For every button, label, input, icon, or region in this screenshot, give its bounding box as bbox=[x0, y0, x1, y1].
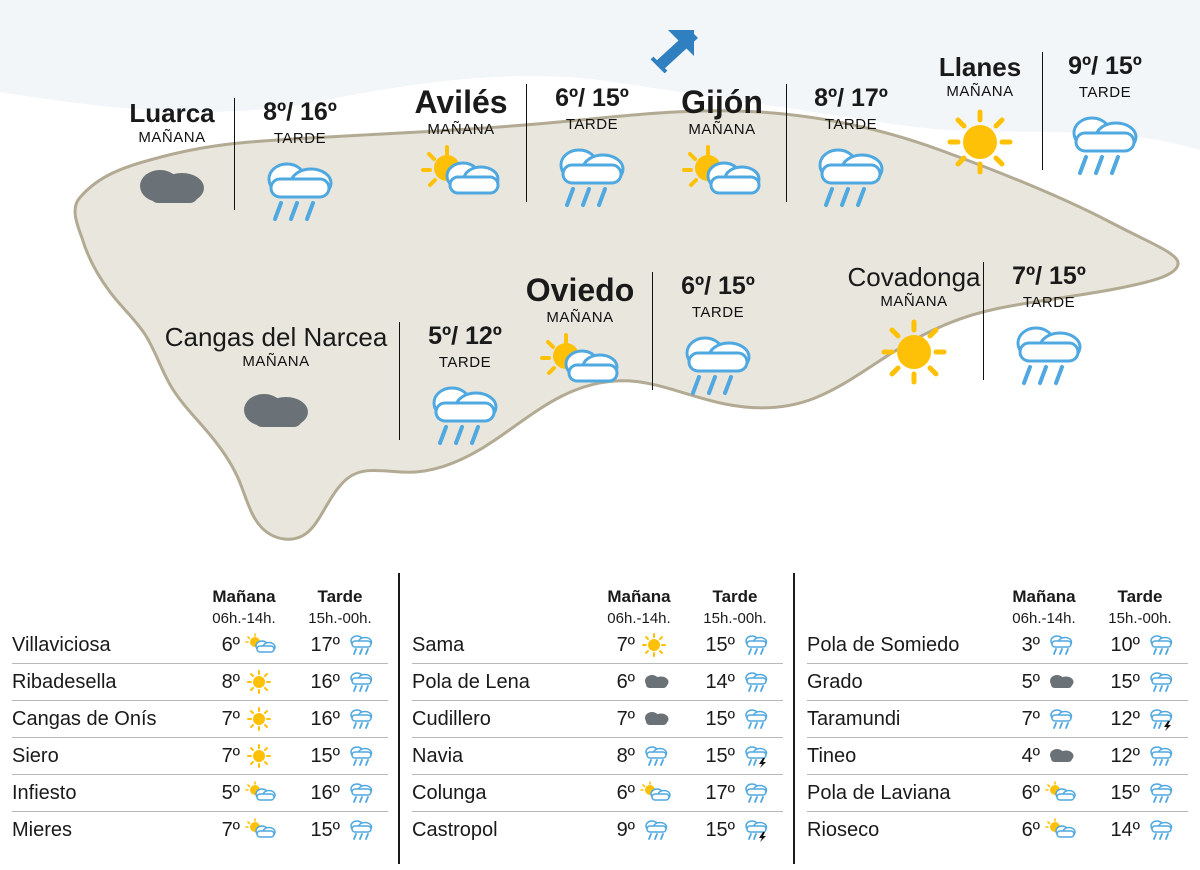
station-name: Cangas del Narcea bbox=[164, 322, 388, 352]
station-afternoon-label: TARDE bbox=[438, 354, 492, 371]
afternoon-temp: 16º bbox=[310, 781, 340, 804]
morning-temp: 4º bbox=[1021, 744, 1040, 767]
sun-cloud-small-icon bbox=[246, 627, 288, 664]
header-morning bbox=[196, 587, 292, 627]
morning-temp: 7º bbox=[221, 818, 240, 841]
rain-small-icon bbox=[346, 738, 388, 775]
city-name: Tineo bbox=[807, 744, 857, 767]
rain-small-icon bbox=[741, 627, 783, 664]
afternoon-temp: 15º bbox=[1110, 670, 1140, 693]
header-morning-hours: 06h.-14h. bbox=[607, 610, 671, 627]
cloud-small-icon bbox=[641, 701, 683, 738]
city-name: Mieres bbox=[12, 818, 73, 841]
icon-rain bbox=[257, 153, 343, 227]
header-afternoon-hours: 15h.-00h. bbox=[308, 610, 372, 627]
station-cangas-del-narcea bbox=[163, 322, 520, 451]
station-morning-label: MAÑANA bbox=[946, 83, 1014, 100]
afternoon-temp: 16º bbox=[310, 707, 340, 730]
city-name: Pola de Somiedo bbox=[807, 633, 960, 656]
station-covadonga bbox=[847, 262, 1104, 391]
table-row bbox=[12, 738, 388, 775]
header-afternoon bbox=[687, 587, 783, 627]
icon-sun bbox=[939, 106, 1021, 176]
station-afternoon-label: TARDE bbox=[565, 116, 619, 133]
afternoon-temp: 15º bbox=[1110, 781, 1140, 804]
morning-temp: 7º bbox=[1021, 707, 1040, 730]
header-morning-hours: 06h.-14h. bbox=[1012, 610, 1076, 627]
header-afternoon-label: Tarde bbox=[712, 587, 758, 606]
storm-small-icon bbox=[1146, 701, 1188, 738]
table-row bbox=[412, 627, 783, 664]
station-llanes bbox=[928, 52, 1157, 181]
header-afternoon-label: Tarde bbox=[317, 587, 363, 606]
afternoon-temp: 17º bbox=[310, 633, 340, 656]
icon-sun-cloud bbox=[417, 144, 505, 206]
afternoon-temp: 15º bbox=[705, 818, 735, 841]
storm-small-icon bbox=[741, 738, 783, 775]
table-row bbox=[412, 664, 783, 701]
header-afternoon-hours: 15h.-00h. bbox=[1108, 610, 1172, 627]
rain-small-icon bbox=[1146, 627, 1188, 664]
rain-small-icon bbox=[741, 701, 783, 738]
rain-small-icon bbox=[346, 775, 388, 812]
station-temps: 6º/ 15º bbox=[555, 84, 629, 112]
header-morning-label: Mañana bbox=[1012, 587, 1076, 606]
city-name: Cangas de Onís bbox=[12, 707, 157, 730]
table-row bbox=[807, 775, 1188, 812]
station-temps: 8º/ 16º bbox=[263, 98, 337, 126]
station-gijon bbox=[668, 84, 905, 213]
city-name: Castropol bbox=[412, 818, 498, 841]
afternoon-temp: 15º bbox=[705, 633, 735, 656]
afternoon-temp: 15º bbox=[705, 707, 735, 730]
sun-cloud-small-icon bbox=[1046, 812, 1088, 849]
table-row bbox=[412, 775, 783, 812]
morning-temp: 6º bbox=[616, 670, 635, 693]
cloud-small-icon bbox=[641, 664, 683, 701]
header-morning-label: Mañana bbox=[607, 587, 671, 606]
city-name: Pola de Laviana bbox=[807, 781, 951, 804]
morning-temp: 9º bbox=[616, 818, 635, 841]
morning-temp: 6º bbox=[616, 781, 635, 804]
station-name: Covadonga bbox=[847, 262, 981, 292]
sun-small-icon bbox=[246, 738, 288, 775]
station-morning-label: MAÑANA bbox=[688, 121, 756, 138]
sun-cloud-small-icon bbox=[246, 812, 288, 849]
forecast-table bbox=[807, 627, 1188, 848]
station-temps: 5º/ 12º bbox=[428, 322, 502, 350]
rain-small-icon bbox=[346, 627, 388, 664]
rain-small-icon bbox=[741, 664, 783, 701]
header-morning bbox=[996, 587, 1092, 627]
afternoon-temp: 12º bbox=[1110, 707, 1140, 730]
rain-small-icon bbox=[346, 701, 388, 738]
rain-small-icon bbox=[1146, 738, 1188, 775]
forecast-tables bbox=[0, 565, 1200, 870]
afternoon-temp: 15º bbox=[310, 744, 340, 767]
forecast-table bbox=[12, 627, 388, 848]
header-morning-hours: 06h.-14h. bbox=[212, 610, 276, 627]
morning-temp: 8º bbox=[221, 670, 240, 693]
city-name: Villaviciosa bbox=[12, 633, 111, 656]
icon-rain bbox=[549, 139, 635, 213]
station-morning-label: MAÑANA bbox=[242, 353, 310, 370]
table-row bbox=[12, 664, 388, 701]
table-header bbox=[807, 565, 1188, 627]
sun-cloud-small-icon bbox=[246, 775, 288, 812]
station-morning-label: MAÑANA bbox=[546, 309, 614, 326]
table-header bbox=[412, 565, 783, 627]
rain-small-icon bbox=[741, 775, 783, 812]
afternoon-temp: 16º bbox=[310, 670, 340, 693]
rain-small-icon bbox=[641, 738, 683, 775]
header-afternoon-label: Tarde bbox=[1117, 587, 1163, 606]
sun-small-icon bbox=[246, 664, 288, 701]
morning-temp: 7º bbox=[221, 707, 240, 730]
icon-rain bbox=[1062, 107, 1148, 181]
afternoon-temp: 15º bbox=[310, 818, 340, 841]
morning-temp: 5º bbox=[221, 781, 240, 804]
morning-temp: 6º bbox=[1021, 781, 1040, 804]
station-name: Avilés bbox=[414, 84, 508, 120]
station-afternoon-label: TARDE bbox=[824, 116, 878, 133]
storm-small-icon bbox=[741, 812, 783, 849]
table-row bbox=[12, 627, 388, 664]
station-afternoon-label: TARDE bbox=[273, 130, 327, 147]
icon-sun-cloud bbox=[678, 144, 766, 206]
icon-cloud-gray bbox=[132, 152, 212, 212]
forecast-table-column-1 bbox=[0, 565, 400, 870]
morning-temp: 7º bbox=[616, 633, 635, 656]
afternoon-temp: 17º bbox=[705, 781, 735, 804]
table-row bbox=[412, 738, 783, 775]
city-name: Taramundi bbox=[807, 707, 901, 730]
table-header bbox=[12, 565, 388, 627]
table-row bbox=[807, 812, 1188, 849]
rain-small-icon bbox=[1046, 701, 1088, 738]
station-name: Luarca bbox=[129, 98, 215, 128]
header-afternoon bbox=[292, 587, 388, 627]
table-row bbox=[412, 812, 783, 849]
station-name: Llanes bbox=[938, 52, 1022, 82]
sun-cloud-small-icon bbox=[641, 775, 683, 812]
cloud-small-icon bbox=[1046, 664, 1088, 701]
city-name: Ribadesella bbox=[12, 670, 117, 693]
table-row bbox=[807, 627, 1188, 664]
station-morning-label: MAÑANA bbox=[880, 293, 948, 310]
icon-cloud-gray bbox=[236, 376, 316, 436]
rain-small-icon bbox=[346, 664, 388, 701]
table-row bbox=[12, 812, 388, 849]
header-morning bbox=[591, 587, 687, 627]
station-temps: 9º/ 15º bbox=[1068, 52, 1142, 80]
header-afternoon-hours: 15h.-00h. bbox=[703, 610, 767, 627]
morning-temp: 8º bbox=[616, 744, 635, 767]
station-luarca bbox=[120, 98, 355, 227]
morning-temp: 6º bbox=[1021, 818, 1040, 841]
morning-temp: 3º bbox=[1021, 633, 1040, 656]
morning-temp: 5º bbox=[1021, 670, 1040, 693]
sun-small-icon bbox=[246, 701, 288, 738]
icon-rain bbox=[808, 139, 894, 213]
city-name: Pola de Lena bbox=[412, 670, 530, 693]
afternoon-temp: 14º bbox=[1110, 818, 1140, 841]
icon-rain bbox=[1006, 317, 1092, 391]
station-name: Gijón bbox=[681, 84, 763, 120]
city-name: Siero bbox=[12, 744, 59, 767]
city-name: Colunga bbox=[412, 781, 487, 804]
sun-cloud-small-icon bbox=[1046, 775, 1088, 812]
station-afternoon-label: TARDE bbox=[1022, 294, 1076, 311]
station-aviles bbox=[406, 84, 647, 213]
station-morning-label: MAÑANA bbox=[138, 129, 206, 146]
forecast-table-column-2 bbox=[400, 565, 795, 870]
rain-small-icon bbox=[1146, 664, 1188, 701]
morning-temp: 7º bbox=[221, 744, 240, 767]
afternoon-temp: 10º bbox=[1110, 633, 1140, 656]
station-temps: 8º/ 17º bbox=[814, 84, 888, 112]
cloud-small-icon bbox=[1046, 738, 1088, 775]
rain-small-icon bbox=[1046, 627, 1088, 664]
icon-sun bbox=[873, 316, 955, 386]
header-afternoon bbox=[1092, 587, 1188, 627]
table-row bbox=[412, 701, 783, 738]
afternoon-temp: 12º bbox=[1110, 744, 1140, 767]
station-temps: 7º/ 15º bbox=[1012, 262, 1086, 290]
station-afternoon-label: TARDE bbox=[1078, 84, 1132, 101]
forecast-table bbox=[412, 627, 783, 848]
table-row bbox=[12, 775, 388, 812]
table-row bbox=[807, 664, 1188, 701]
station-name: Oviedo bbox=[525, 272, 635, 308]
rain-small-icon bbox=[641, 812, 683, 849]
city-name: Sama bbox=[412, 633, 465, 656]
city-name: Grado bbox=[807, 670, 863, 693]
city-name: Navia bbox=[412, 744, 464, 767]
table-row bbox=[807, 701, 1188, 738]
city-name: Rioseco bbox=[807, 818, 880, 841]
header-morning-label: Mañana bbox=[212, 587, 276, 606]
icon-rain bbox=[675, 327, 761, 401]
city-name: Cudillero bbox=[412, 707, 491, 730]
station-oviedo bbox=[518, 272, 773, 401]
station-morning-label: MAÑANA bbox=[427, 121, 495, 138]
afternoon-temp: 14º bbox=[705, 670, 735, 693]
morning-temp: 6º bbox=[221, 633, 240, 656]
rain-small-icon bbox=[1146, 775, 1188, 812]
city-name: Infiesto bbox=[12, 781, 77, 804]
icon-sun-cloud bbox=[536, 332, 624, 394]
table-row bbox=[12, 701, 388, 738]
icon-rain bbox=[422, 377, 508, 451]
forecast-table-column-3 bbox=[795, 565, 1200, 870]
afternoon-temp: 15º bbox=[705, 744, 735, 767]
morning-temp: 7º bbox=[616, 707, 635, 730]
station-temps: 6º/ 15º bbox=[681, 272, 755, 300]
station-afternoon-label: TARDE bbox=[691, 304, 745, 321]
rain-small-icon bbox=[346, 812, 388, 849]
rain-small-icon bbox=[1146, 812, 1188, 849]
sun-small-icon bbox=[641, 627, 683, 664]
table-row bbox=[807, 738, 1188, 775]
